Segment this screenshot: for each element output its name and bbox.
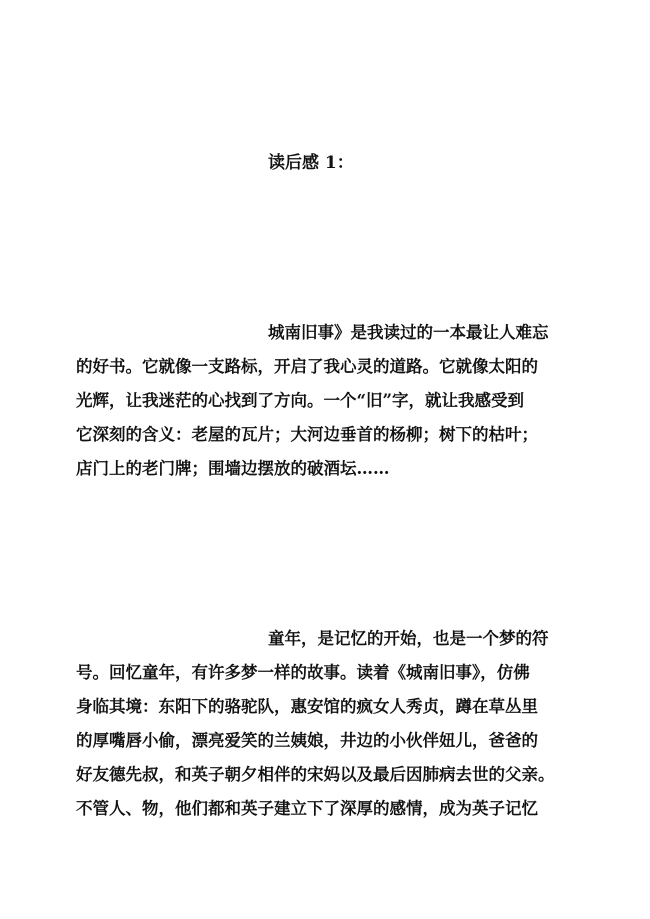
paragraph-line: 城南旧事》是我读过的一本最让人难忘 [268,323,549,342]
paragraph-line: 童年，是记忆的开始，也是一个梦的符 [268,629,549,648]
paragraph-2 [0,622,650,826]
paragraph-line: 号。回忆童年，有许多梦一样的故事。读着《城南旧事》，仿佛 [76,663,530,682]
paragraph-line: 身临其境：东阳下的骆驼队，惠安馆的疯女人秀贞，蹲在草丛里 [76,697,538,716]
paragraph-line: 店门上的老门牌；围墙边摆放的破酒坛…… [76,459,390,478]
paragraph-line: 的好书。它就像一支路标，开启了我心灵的道路。它就像太阳的 [76,357,538,376]
paragraph-1 [0,316,650,486]
paragraph-line: 光辉，让我迷茫的心找到了方向。一个“旧”字，就让我感受到 [76,391,524,410]
paragraph-line: 好友德先叔，和英子朝夕相伴的宋妈以及最后因肺病去世的父亲。 [76,765,555,784]
paragraph-line: 它深刻的含义：老屋的瓦片；大河边垂首的杨柳；树下的枯叶； [76,425,538,444]
paragraph-line: 不管人、物，他们都和英子建立下了深厚的感情，成为英子记忆 [76,799,538,818]
essay-heading: 读后感 1： [268,153,354,173]
paragraph-line: 的厚嘴唇小偷，漂亮爱笑的兰姨娘，井边的小伙伴妞儿，爸爸的 [76,731,538,750]
